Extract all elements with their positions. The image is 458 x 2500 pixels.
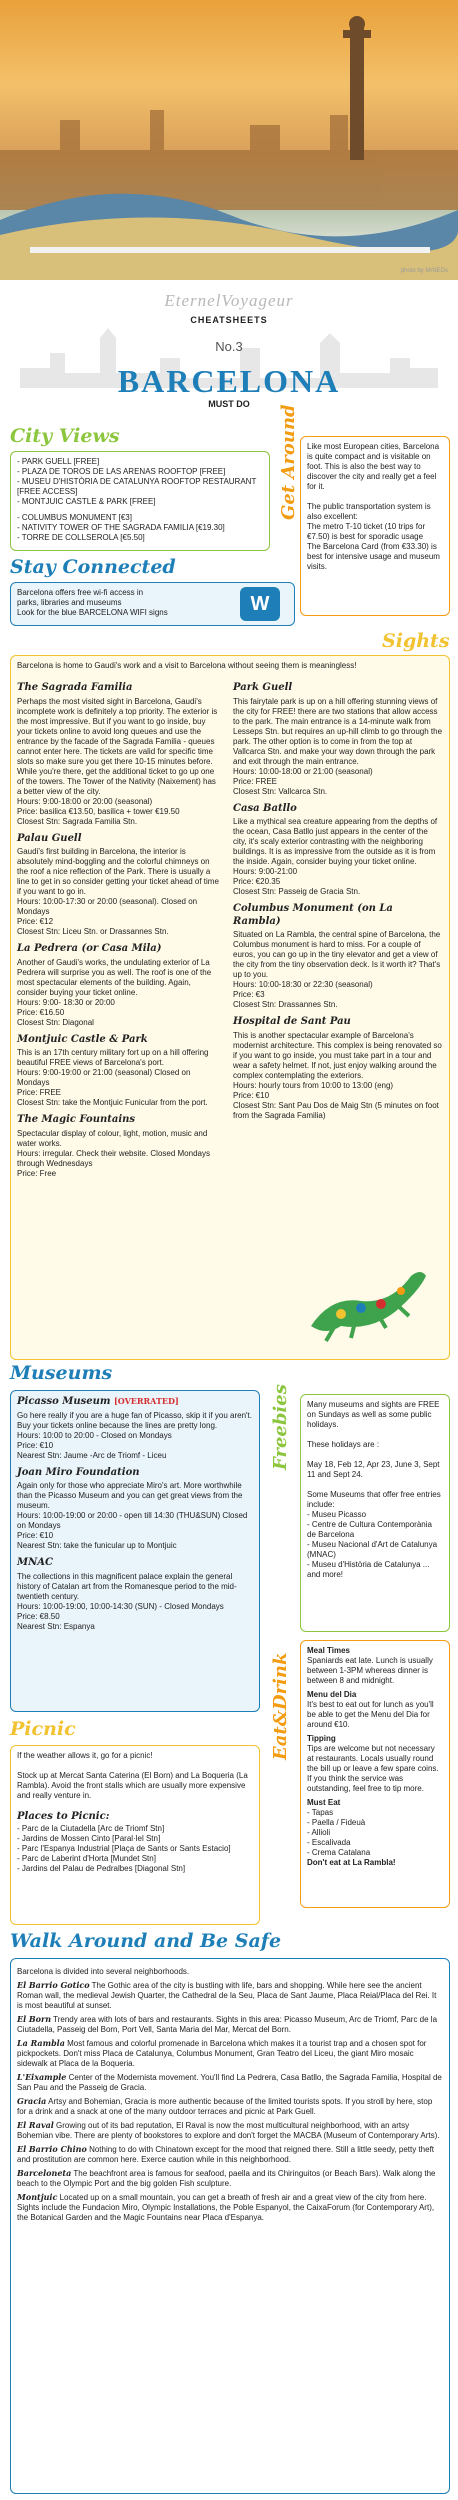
list-item: - Allioli: [307, 1828, 331, 1837]
sight-price: Price: €20.35: [233, 877, 281, 886]
museum-station: Nearest Stn: Espanya: [17, 1621, 95, 1631]
walk-box: [10, 1958, 450, 2494]
wifi-text: parks, libraries and museums: [17, 598, 122, 607]
hero-photo: [0, 0, 458, 280]
wifi-icon: W: [240, 587, 280, 621]
sight-title: Hospital de Sant Pau: [233, 1016, 351, 1027]
get-around-text: The metro T-10 ticket (10 trips for €7.50) is best for sporadic usage: [307, 522, 426, 541]
museum-text: The collections in this magnificent palace explain the general history of Catalan art from the Romanesque period to the mid-twentieth century.: [17, 1571, 237, 1601]
sight-price: Price: FREE: [233, 776, 278, 786]
list-item: - Museu d'Història de Catalunya ... and more!: [307, 1560, 430, 1579]
sight-text: Spectacular display of colour, light, motion, music and water works.: [17, 1128, 208, 1148]
neighborhood-text: Center of the Modernista movement. You'll find La Pedrera, Casa Batllo, the Sagrada Familia, Hospital de San Pau and the Passeig de Gracia.: [17, 2073, 442, 2092]
freebies-text: These holidays are :: [307, 1440, 380, 1449]
sight-station: Closest Stn: Drassannes Stn.: [233, 1000, 338, 1009]
sight-price: Price: FREE: [17, 1088, 62, 1097]
museum-station: Nearest Stn: take the funicular up to Montjuic: [17, 1541, 177, 1550]
sight-hours: Hours: 9:00-21:00: [233, 867, 298, 876]
sight-hours: Hours: hourly tours from 10:00 to 13:00 (eng): [233, 1080, 394, 1090]
neighborhood-item: [17, 2120, 443, 2141]
sights-left-column: [17, 682, 222, 1179]
neighborhood-item: [17, 2014, 443, 2035]
museum-hours: Hours: 10:00-19:00, 10:00-14:30 (SUN) - Closed Mondays: [17, 1601, 224, 1611]
neighborhood-name: La Rambla: [17, 2038, 65, 2048]
sight-text: Gaudi's first building in Barcelona, the interior is absolutely mind-boggling and the colorful chimneys on the roof a nice reflection of the Park. There is usually a line to get in so consider getting your ticket ahead of time if you want to go in.: [17, 847, 219, 896]
neighborhood-text: Artsy and Bohemian, Gracia is more authentic because of the limited tourists spots. If you stroll by here, stop for a drink and a snack at one of the many outdoor terraces and picnic at Park Guell.: [17, 2097, 433, 2116]
sight-text: This is another spectacular example of Barcelona's modernist architecture. This complex is being renovated so if you want to go inside, you must take part in a tour and wear a safety helmet. If not, just enjoy walking around the complex contemplating the exteriors.: [233, 1030, 442, 1080]
neighborhood-name: L'Eixample: [17, 2072, 67, 2082]
list-item: - Crema Catalana: [307, 1848, 371, 1857]
eat-text: Spaniards eat late. Lunch is usually between 1-3PM whereas dinner is between 8 and midnight.: [307, 1656, 433, 1685]
sight-text: This is an 17th century military fort up on a hill offering beautiful FREE views of Barcelona's port.: [17, 1048, 209, 1067]
sight-title: La Pedrera (or Casa Mila): [17, 943, 162, 954]
neighborhood-item: [17, 1980, 443, 2011]
neighborhood-item: [17, 2168, 443, 2189]
list-item: - Paella / Fideuà: [307, 1818, 366, 1827]
museum-title: Joan Miro Foundation: [17, 1466, 140, 1478]
walk-intro: Barcelona is divided into several neighborhoods.: [17, 1967, 190, 1976]
museum-hours: Hours: 10:00 to 20:00 - Closed on Mondays: [17, 1430, 172, 1440]
sight-price: Price: €12: [17, 917, 54, 926]
section-subheading: Places to Picnic:: [17, 1811, 110, 1822]
sights-right-column: [233, 682, 443, 1121]
sight-station: Closest Stn: Diagonal: [17, 1017, 94, 1027]
get-around-text: The Barcelona Card (from €33.30) is best for intensive usage and museum visits.: [307, 542, 440, 571]
section-subheading: Must Eat: [307, 1798, 341, 1807]
cheatsheets-label: CHEATSHEETS: [190, 315, 268, 326]
neighborhood-item: [17, 2096, 443, 2117]
sight-text: Like a mythical sea creature appearing from the depths of the ocean, Casa Batllo just appears in the center of the city, it's scaly exterior contrasting with the neighboring buildings. It is as impressive from the outside as it is from the inside. Again, consider buying your ticket online.: [233, 817, 438, 866]
list-item: - PARK GUELL [FREE]: [17, 457, 100, 466]
list-item: - NATIVITY TOWER OF THE SAGRADA FAMILIA [€19.30]: [17, 523, 225, 532]
museum-station: Nearest Stn: Jaume -Arc de Triomf - Liceu: [17, 1450, 167, 1460]
sight-hours: Hours: 10:00-17:30 or 20:00 (seasonal). Closed on Mondays: [17, 897, 198, 916]
list-item: - Parc de la Ciutadella [Arc de Triomf Stn]: [17, 1823, 165, 1833]
freebies-text: Many museums and sights are FREE on Sundays as well as some public holidays.: [307, 1400, 440, 1429]
neighborhood-name: Gracia: [17, 2096, 47, 2106]
neighborhood-text: Nothing to do with Chinatown except for the mood that reigned there. Still a little seedy, petty theft and prostitution are common here. Exerce caution while in this neighborhood.: [17, 2145, 435, 2164]
sight-hours: Hours: 9:00- 18:30 or 20:00: [17, 997, 115, 1007]
museum-text: Go here really if you are a huge fan of Picasso, skip it if you aren't. Buy your tickets online because the lines are pretty long.: [17, 1410, 252, 1430]
stay-connected-heading: Stay Connected: [10, 556, 176, 578]
list-item: - Jardins de Mossen Cinto [Paral·lel Stn]: [17, 1833, 161, 1843]
neighborhood-item: [17, 2038, 443, 2069]
city-views-heading: City Views: [10, 425, 120, 447]
sight-title: Palau Guell: [17, 832, 82, 844]
sight-station: Closest Stn: take the Montjuic Funicular from the port.: [17, 1098, 208, 1107]
neighborhood-name: Montjuic: [17, 2192, 58, 2202]
list-item: - MUSEU D'HISTÒRIA DE CATALUNYA ROOFTOP RESTAURANT [FREE ACCESS]: [17, 477, 257, 496]
eat-drink-heading: Eat&Drink: [270, 1652, 291, 1760]
photo-credit: photo by MrNEDs: [400, 268, 448, 274]
sight-title: Casa Batllo: [233, 802, 297, 814]
list-item: - COLUMBUS MONUMENT [€3]: [17, 513, 132, 522]
sight-title: The Magic Fountains: [17, 1114, 136, 1125]
list-item: - PLAZA DE TOROS DE LAS ARENAS ROOFTOP [FREE]: [17, 467, 226, 476]
subtitle: MUST DO: [208, 398, 250, 409]
sight-station: Closest Stn: Passeig de Gracia Stn.: [233, 887, 361, 896]
sight-station: Closest Stn: Vallcarca Stn.: [233, 786, 328, 796]
overrated-badge: [OVERRATED]: [113, 1396, 179, 1406]
museum-text: Again only for those who appreciate Miro's art. More worthwhile than the Picasso Museum and you can get great views from the museum.: [17, 1481, 243, 1510]
museums-heading: Museums: [10, 1362, 113, 1384]
get-around-heading: Get Around: [278, 404, 299, 520]
sight-title: The Sagrada Familia: [17, 682, 133, 693]
sight-hours: Hours: 9:00-19:00 or 21:00 (seasonal) Closed on Mondays: [17, 1068, 191, 1087]
neighborhood-text: Trendy area with lots of bars and restaurants. Sights in this area: Picasso Museum, Arc de Triomf, Parc de la Ciutadella, Passeig del Born, Port Vell, Santa Maria del Mar, Mercat del Born.: [17, 2015, 438, 2034]
get-around-box: [300, 436, 450, 616]
museums-box: [10, 1390, 260, 1712]
neighborhood-text: The Gothic area of the city is bustling with life, bars and shopping. While here see the ancient Roman wall, the medieval Jewish Quarter, the Cathedral de la Seu, Placa de Sant Jaume, Placa Reial/Placa del Rei. It is most beautiful at sunset.: [17, 1981, 437, 2010]
issue-number: No.3: [215, 338, 243, 354]
picnic-text: Stock up at Mercat Santa Caterina (El Born) and La Boqueria (La Rambla). Avoid the front stalls which are usually more expensive and really venture in.: [17, 1771, 248, 1800]
neighborhood-name: El Born: [17, 2014, 52, 2024]
sights-box: [10, 655, 450, 1360]
list-item: - Parc l'Espanya Industrial [Plaça de Sants or Sants Estacio]: [17, 1843, 231, 1853]
sight-title: Columbus Monument (on La Rambla): [233, 903, 393, 927]
list-item: - Escalivada: [307, 1838, 351, 1847]
picnic-box: [10, 1745, 260, 1925]
neighborhood-text: Growing out of its bad reputation, El Raval is now the most multicultural neighborhood, with an artsy Bohemian vibe. There are plenty of bookstores to explore and don't forget the MACBA (Museum of Contemporary Arts).: [17, 2121, 440, 2140]
wifi-text: Barcelona offers free wi-fi access in: [17, 588, 144, 597]
sight-price: Price: €16.50: [17, 1007, 65, 1017]
list-item: - Museu Picasso: [307, 1510, 367, 1519]
sight-text: Situated on La Rambla, the central spine of Barcelona, the Columbus monument is hard to miss. For a couple of euros, you can go up in the tiny elevator and get a view of the city from the tiny observation deck. Is it worth it? That's up to you.: [233, 930, 441, 979]
freebies-text: Some Museums that offer free entries include:: [307, 1490, 441, 1509]
list-item: - Centre de Cultura Contemporània de Barcelona: [307, 1520, 432, 1539]
wifi-text: Look for the blue BARCELONA WIFI signs: [17, 608, 168, 617]
neighborhood-item: [17, 2144, 443, 2165]
freebies-heading: Freebies: [270, 1384, 291, 1470]
gaudi-lizard-icon: [301, 1256, 431, 1346]
picnic-heading: Picnic: [10, 1718, 76, 1740]
museum-title: [17, 1396, 253, 1409]
get-around-text: Like most European cities, Barcelona is quite compact and is visitable on foot. This is also the best way to discover the city and really get a feel for it.: [307, 442, 440, 491]
neighborhood-text: Located up on a small mountain, you can get a breath of fresh air and a great view of the city from here. Sights include the Fundacion Miro, Olympic Installations, the Poble Espanyol, the CaixaForum (for Contemporary Art), the Botanical Garden and the Magic Fountains near Placa d'Espanya.: [17, 2193, 435, 2222]
sight-text: This fairytale park is up on a hill offering stunning views of the city for FREE! there are two stations that allow access to the park. The main entrance is a 14-minute walk from Lesseps Stn. but requires an up-hill climb to go through the park. The other option is to come in from the top at Vallcarca Stn. and make your way down through the park and exit through the main entrance.: [233, 696, 443, 766]
sight-station: Closest Stn: Sant Pau Dos de Maig Stn (5 minutes on foot from the Sagrada Familia): [233, 1100, 439, 1120]
list-item: - Parc de Laberint d'Horta [Mundet Stn]: [17, 1853, 156, 1863]
brand-name: EternelVoyageur: [164, 291, 294, 310]
neighborhood-item: [17, 2072, 443, 2093]
sight-text: Another of Gaudi's works, the undulating exterior of La Pedrera will surprise you as well. The roof is one of the most spectacular elements of the building. Again, consider buying your ticket online.: [17, 957, 212, 997]
sight-title: Park Guell: [233, 682, 293, 693]
neighborhood-name: El Raval: [17, 2120, 54, 2130]
museum-hours: Hours: 10:00-19:00 or 20:00 - open till 14:30 (THU&SUN) Closed on Mondays: [17, 1511, 248, 1530]
brand-header: [0, 290, 458, 410]
list-item: - Tapas: [307, 1808, 334, 1817]
sight-text: Perhaps the most visited sight in Barcelona, Gaudi's incomplete work is definitely a top priority. The exterior is the most impressive. But if you want to go inside, buy your tickets online to avoid long queues and use the entrance by the facade of the Sagrada Familia - queues cannot enter here. The tickets are valid for specific time slots so make sure you get there 10-15 minutes before. While you're there, get the additional ticket to go up one of the towers. The Tower of the Nativity (Naixement) has a better view of the city.: [17, 696, 218, 796]
museum-name: Picasso Museum: [17, 1396, 111, 1407]
museum-price: Price: €10: [17, 1531, 54, 1540]
neighborhood-name: El Barrio Gotico: [17, 1980, 90, 1990]
page-title: BARCELONA: [117, 362, 341, 399]
eat-text: Tips are welcome but not necessary at restaurants. Locals usually round the bill up or leave a few spare coins. If you think the service was outstanding, feel free to tip more.: [307, 1744, 439, 1793]
freebies-text: May 18, Feb 12, Apr 23, June 3, Sept 11 and Sept 24.: [307, 1460, 440, 1479]
barcelona-skyline-photo: [0, 0, 458, 280]
neighborhood-name: Barceloneta: [17, 2168, 72, 2178]
list-item: - TORRE DE COLLSEROLA [€5.50]: [17, 533, 145, 542]
neighborhood-text: The beachfront area is famous for seafood, paella and its Chiringuitos (or Beach Bars). Walk along the beach to the Olympic Port and the big golden Fish sculpture.: [17, 2169, 436, 2188]
sight-title: Montjuic Castle & Park: [17, 1033, 148, 1045]
eat-drink-box: [300, 1640, 450, 1908]
get-around-text: The public transportation system is also excellent:: [307, 502, 431, 521]
section-subheading: Meal Times: [307, 1646, 350, 1655]
sight-hours: Hours: 10:00-18:30 or 22:30 (seasonal): [233, 980, 373, 989]
city-views-box: [10, 451, 270, 551]
section-subheading: Tipping: [307, 1734, 336, 1743]
walk-heading: Walk Around and Be Safe: [10, 1930, 282, 1952]
sights-heading: Sights: [382, 630, 450, 652]
sights-intro: Barcelona is home to Gaudi's work and a visit to Barcelona without seeing them is meaningless!: [17, 661, 357, 670]
museum-price: Price: €8.50: [17, 1611, 60, 1621]
list-item: - Museu Nacional d'Art de Catalunya (MNAC): [307, 1540, 438, 1559]
sight-price: Price: €10: [233, 1090, 270, 1100]
neighborhood-text: Most famous and colorful promenade in Barcelona which makes it a tourist trap and a chosen spot for pickpockets. Don't miss Placa de Catalunya, Columbus Monument, Gran Teatro del Liceu, the giant Miro mosaic sidewalk at Placa de la Boqueria.: [17, 2039, 427, 2068]
list-item: - MONTJUIC CASTLE & PARK [FREE]: [17, 497, 156, 506]
sight-price: Price: €3: [233, 990, 265, 999]
sight-hours: Hours: irregular. Check their website. Closed Mondays through Wednesdays: [17, 1148, 210, 1168]
eat-text: It's best to eat out for lunch as you'll be able to get the Menu del Dia for around €10.: [307, 1700, 434, 1729]
freebies-box: [300, 1394, 450, 1632]
stay-connected-box: [10, 582, 295, 626]
neighborhood-item: [17, 2192, 443, 2223]
warning-text: Don't eat at La Rambla!: [307, 1858, 396, 1867]
section-subheading: Menu del Dia: [307, 1690, 357, 1699]
list-item: - Jardins del Palau de Pedralbes [Diagonal Stn]: [17, 1863, 186, 1873]
sight-price: Price: Free: [17, 1168, 57, 1178]
sight-price: Price: basilica €13.50, basilica + tower €19.50: [17, 806, 180, 816]
sight-hours: Hours: 9:00-18:00 or 20:00 (seasonal): [17, 796, 153, 806]
sight-station: Closest Stn: Liceu Stn. or Drassannes Stn.: [17, 927, 169, 936]
sight-station: Closest Stn: Sagrada Familia Stn.: [17, 816, 138, 826]
picnic-text: If the weather allows it, go for a picnic!: [17, 1751, 153, 1760]
neighborhood-name: El Barrio Chino: [17, 2144, 87, 2154]
sight-hours: Hours: 10:00-18:00 or 21:00 (seasonal): [233, 766, 373, 776]
museum-price: Price: €10: [17, 1440, 54, 1450]
museum-title: MNAC: [17, 1557, 53, 1568]
